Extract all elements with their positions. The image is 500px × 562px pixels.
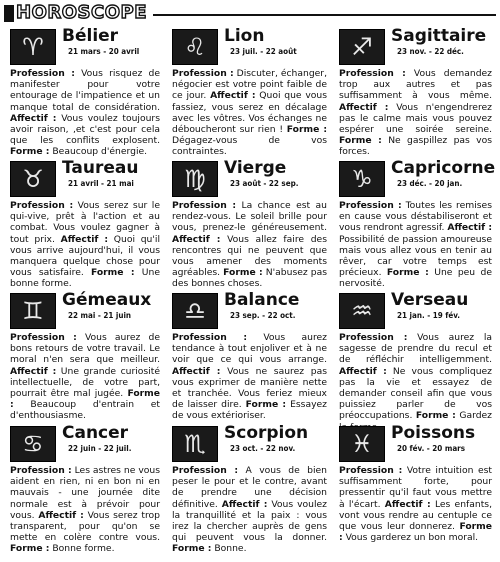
- fish-icon: ♓: [339, 426, 385, 462]
- horoscope-header: [4, 2, 496, 24]
- sign-text: Profession : Vous aurez de bons retours de votre travail. Le moral n'en sera que meilleur. Affectif : Une grande curiosité intellectuelle, de votre part, pourrait être mal jugée. Forme : Beaucoup d'entrain et d'enthousiasme.: [10, 332, 160, 422]
- sign-name: Gémeaux: [62, 290, 152, 310]
- sign-text: Profession : Vous demandez trop aux autres et pas suffisamment à vous même. Affectif : Vous n'engendrerez pas le calme mais vous pouvez espérer une soirée sereine. Forme : Ne gaspillez pas vos forces.: [339, 68, 493, 158]
- ram-icon: ♈: [10, 29, 56, 65]
- header-rule: [153, 14, 496, 16]
- sign-dates: 21 mars - 20 avril: [68, 47, 140, 56]
- sign-name: Poissons: [391, 423, 476, 443]
- archer-icon: ♐: [339, 29, 385, 65]
- signs-grid: [4, 26, 498, 562]
- sign-dates: 21 avril - 21 mai: [68, 179, 134, 188]
- sign-dates: 23 août - 22 sep.: [230, 179, 299, 188]
- sign-dates: 23 sep. - 22 oct.: [230, 311, 296, 320]
- sign-poissons: [333, 423, 498, 562]
- sign-dates: 20 fév. - 20 mars: [397, 444, 466, 453]
- sign-name: Capricorne: [391, 158, 496, 178]
- sign-text: Profession : A vous de bien peser le pour et le contre, avant de prendre une décision définitive. Affectif : Vous voulez la tranquillité et la paix : vous irez la chercher auprès de gens qui peuvent vous la donner. Forme : Bonne.: [172, 465, 328, 555]
- sign-text: Profession : Toutes les remises en cause vous déstabiliseront et vous rendront agressif. Affectif : Possibilité de passion amoureuse mais vous allez vous en tenir au rêver, car votre temps est précieux. Forme : Une peu de nervosité.: [339, 200, 493, 290]
- sign-text: Profession : Vous serez sur le qui-vive, prêt à l'action et au combat. Vous voulez gagner à tout prix. Affectif : Quoi qu'il vous arrive aujourd'hui, il vous manquera quelque chose pour vous satisfaire. Forme : Une bonne forme.: [10, 200, 160, 290]
- sign-dates: 23 nov. - 22 déc.: [397, 47, 464, 56]
- sign-name: Sagittaire: [391, 26, 487, 46]
- sign-verseau: [333, 290, 498, 423]
- sign-lion: [166, 26, 333, 158]
- sign-dates: 23 oct. - 22 nov.: [230, 444, 296, 453]
- sign-dates: 21 jan. - 19 fév.: [397, 311, 460, 320]
- bull-icon: ♉: [10, 161, 56, 197]
- sign-capricorne: [333, 158, 498, 290]
- lion-icon: ♌: [172, 29, 218, 65]
- scales-icon: ♎: [172, 293, 218, 329]
- sign-name: Scorpion: [224, 423, 309, 443]
- sign-sagittaire: [333, 26, 498, 158]
- sign-text: Profession : Vous risquez de manifester pour votre entourage de l'impatience et un manque total de considération. Affectif : Vous voulez toujours avoir raison, ,et c'est pour cela que les conflits explosent. Forme : Beaucoup d'énergie.: [10, 68, 161, 158]
- sign-vierge: [166, 158, 333, 290]
- sign-dates: 23 déc. - 20 jan.: [397, 179, 463, 188]
- sign-gemeaux: [4, 290, 166, 423]
- sign-name: Cancer: [62, 423, 129, 443]
- sign-text: Profession : Votre intuition est suffisamment forte, pour pressentir qu'il faut vous mettre à l'écart. Affectif : Les enfants, vont vous rendre au centuple ce que vous leur donnerez. Forme : Vous garderez un bon moral.: [339, 465, 493, 544]
- sign-text: Profession : Discuter, échanger, négocier est votre point faible de ce jour. Affectif : Quoi que vous fassiez, vous serez en décalage avec les vôtres. Vos échanges ne déboucheront sur rien ! Forme : Dégagez-vous de vos contraintes.: [172, 68, 328, 158]
- crab-icon: ♋: [10, 426, 56, 462]
- header-marker: [4, 5, 14, 22]
- water-bearer-icon: ♒: [339, 293, 385, 329]
- sign-dates: 22 mai - 21 juin: [68, 311, 132, 320]
- sign-name: Bélier: [62, 26, 119, 46]
- scorpion-icon: ♏: [172, 426, 218, 462]
- sign-belier: [4, 26, 166, 158]
- sign-name: Vierge: [224, 158, 287, 178]
- sign-dates: 22 juin - 22 juil.: [68, 444, 132, 453]
- goat-icon: ♑: [339, 161, 385, 197]
- sign-text: Profession : Vous aurez la sagesse de prendre du recul et de réfléchir intelligemment. Affectif : Ne vous compliquez pas la vie et essayez de demander conseil afin que vous puissiez parler de vos préoccupations. Forme : Gardez: [339, 332, 493, 422]
- virgin-icon: ♍: [172, 161, 218, 197]
- sign-text: Profession : Vous aurez tendance à tout enjoliver et à ne voir que ce qui vous arrange. Affectif : Vous ne saurez pas vous exprimer de manière nette et tranchée. Vous feriez mieux de laisser dire. Forme : Essayez de vous extérioriser.: [172, 332, 328, 422]
- sign-dates: 23 juil. - 22 août: [230, 47, 297, 56]
- sign-scorpion: [166, 423, 333, 562]
- page-title: HOROSCOPE: [16, 2, 147, 23]
- sign-name: Taureau: [62, 158, 139, 178]
- sign-name: Verseau: [391, 290, 469, 310]
- sign-name: Lion: [224, 26, 265, 46]
- sign-name: Balance: [224, 290, 300, 310]
- sign-text: Profession : Les astres ne vous aident en rien, ni en bon ni en mauvais - une journée dite normale est à prévoir pour vous. Affectif : Vous serez trop transparent, pour qu'on se mette en colère contre vous. Forme : Bonne forme.: [10, 465, 160, 555]
- sign-balance: [166, 290, 333, 423]
- sign-taureau: [4, 158, 166, 290]
- twins-icon: ♊: [10, 293, 56, 329]
- sign-text: Profession : La chance est au rendez-vous. Le soleil brille pour vous, prenez-le généreusement. Affectif : Vous allez faire des rencontres qui ne peuvent que vous amener des moments agréables. Forme : N'abusez pas des bonnes choses.: [172, 200, 328, 290]
- sign-cancer: [4, 423, 166, 562]
